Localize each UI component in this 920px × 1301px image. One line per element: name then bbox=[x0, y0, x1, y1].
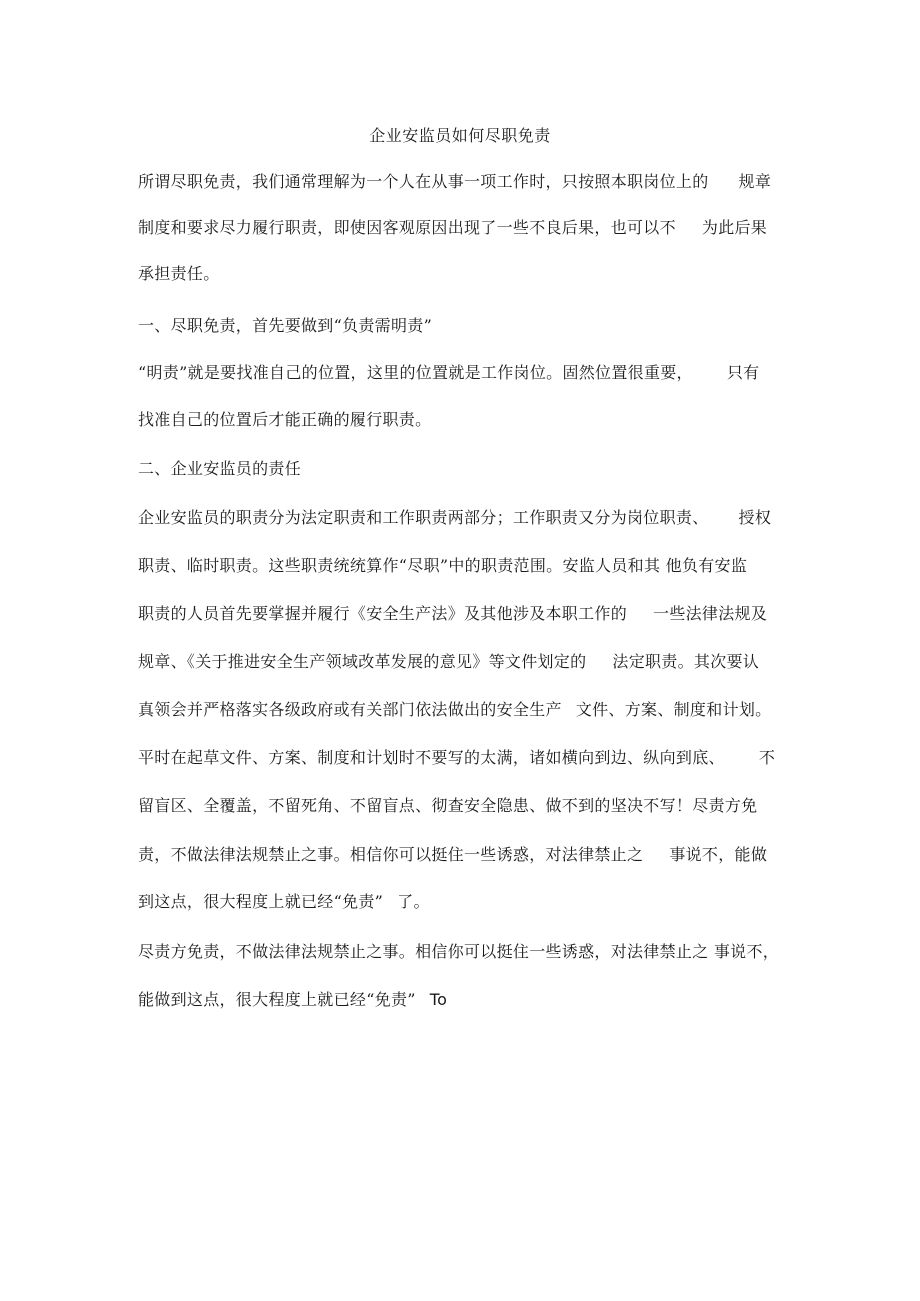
text-segment: 职责、临时职责。这些职责统统算作“尽职”中的职责范围。安监人员和其 他负有安监 bbox=[138, 556, 748, 575]
text-segment: 授权 bbox=[738, 508, 772, 527]
text-line bbox=[138, 988, 447, 1012]
text-line bbox=[138, 262, 220, 286]
text-line bbox=[138, 650, 759, 674]
text-segment: 尽责方免责，不做法律法规禁止之事。相信你可以挺住一些诱惑，对法律禁止之 事说不， bbox=[138, 942, 780, 961]
text-segment: 文件、方案、制度和计划。 bbox=[575, 700, 772, 719]
text-segment: 规章、《关于推进安全生产领域改革发展的意见》等文件划定的 bbox=[138, 652, 587, 671]
text-segment: 找准自己的位置后才能正确的履行职责。 bbox=[138, 410, 432, 429]
text-segment: 一些法律法规及 bbox=[653, 604, 768, 623]
text-segment: 一、尽职免责，首先要做到“负责需明责” bbox=[138, 316, 433, 335]
text-line bbox=[138, 554, 747, 578]
text-line bbox=[138, 506, 771, 530]
text-line bbox=[138, 940, 779, 964]
text-segment: 能做到这点，很大程度上就已经“免责” bbox=[138, 990, 416, 1009]
text-segment: 不 bbox=[758, 748, 776, 767]
text-segment: “明责”就是要找准自己的位置，这里的位置就是工作岗位。固然位置很重要， bbox=[138, 363, 693, 382]
text-segment: 为此后果 bbox=[701, 218, 768, 237]
text-segment: 到这点，很大程度上就已经“免责” bbox=[138, 892, 384, 911]
text-segment: 只有 bbox=[726, 363, 760, 382]
text-segment: 规章 bbox=[738, 172, 772, 191]
text-line bbox=[138, 794, 757, 818]
text-line bbox=[138, 216, 767, 240]
text-line bbox=[138, 698, 771, 722]
text-segment: 所谓尽职免责，我们通常理解为一个人在从事一项工作时，只按照本职岗位上的 bbox=[138, 172, 709, 191]
text-line bbox=[138, 170, 771, 194]
document-title: 企业安监员如何尽职免责 bbox=[369, 126, 551, 145]
text-segment: 法定职责。其次要认 bbox=[612, 652, 760, 671]
text-segment: 留盲区、全覆盖，不留死角、不留盲点、彻查安全隐患、做不到的坚决不写！尽责方免 bbox=[138, 796, 758, 815]
text-segment: 平时在起草文件、方案、制度和计划时不要写的太满，诸如横向到边、纵向到底、 bbox=[138, 748, 725, 767]
text-line bbox=[138, 746, 775, 770]
text-segment: 真领会并严格落实各级政府或有关部门依法做出的安全生产 bbox=[138, 700, 562, 719]
text-line bbox=[138, 361, 759, 385]
section-heading bbox=[138, 457, 301, 481]
text-segment: 责，不做法律法规禁止之事。相信你可以挺住一些诱惑，对法律禁止之 bbox=[138, 845, 644, 864]
text-segment: 事说不，能做 bbox=[669, 845, 768, 864]
text-segment: 企业安监员的职责分为法定职责和工作职责两部分；工作职责又分为岗位职责、 bbox=[138, 508, 709, 527]
text-line bbox=[138, 843, 767, 867]
text-segment: 二、企业安监员的责任 bbox=[138, 459, 302, 478]
section-heading bbox=[138, 314, 432, 338]
text-segment: To bbox=[429, 990, 448, 1009]
text-line bbox=[138, 890, 430, 914]
text-segment: 了。 bbox=[397, 892, 430, 911]
text-segment: 制度和要求尽力履行职责，即使因客观原因出现了一些不良后果，也可以不 bbox=[138, 218, 676, 237]
text-segment: 承担责任。 bbox=[138, 264, 220, 283]
text-line bbox=[138, 408, 431, 432]
text-line bbox=[138, 602, 767, 626]
text-segment: 职责的人员首先要掌握并履行《安全生产法》及其他涉及本职工作的 bbox=[138, 604, 628, 623]
